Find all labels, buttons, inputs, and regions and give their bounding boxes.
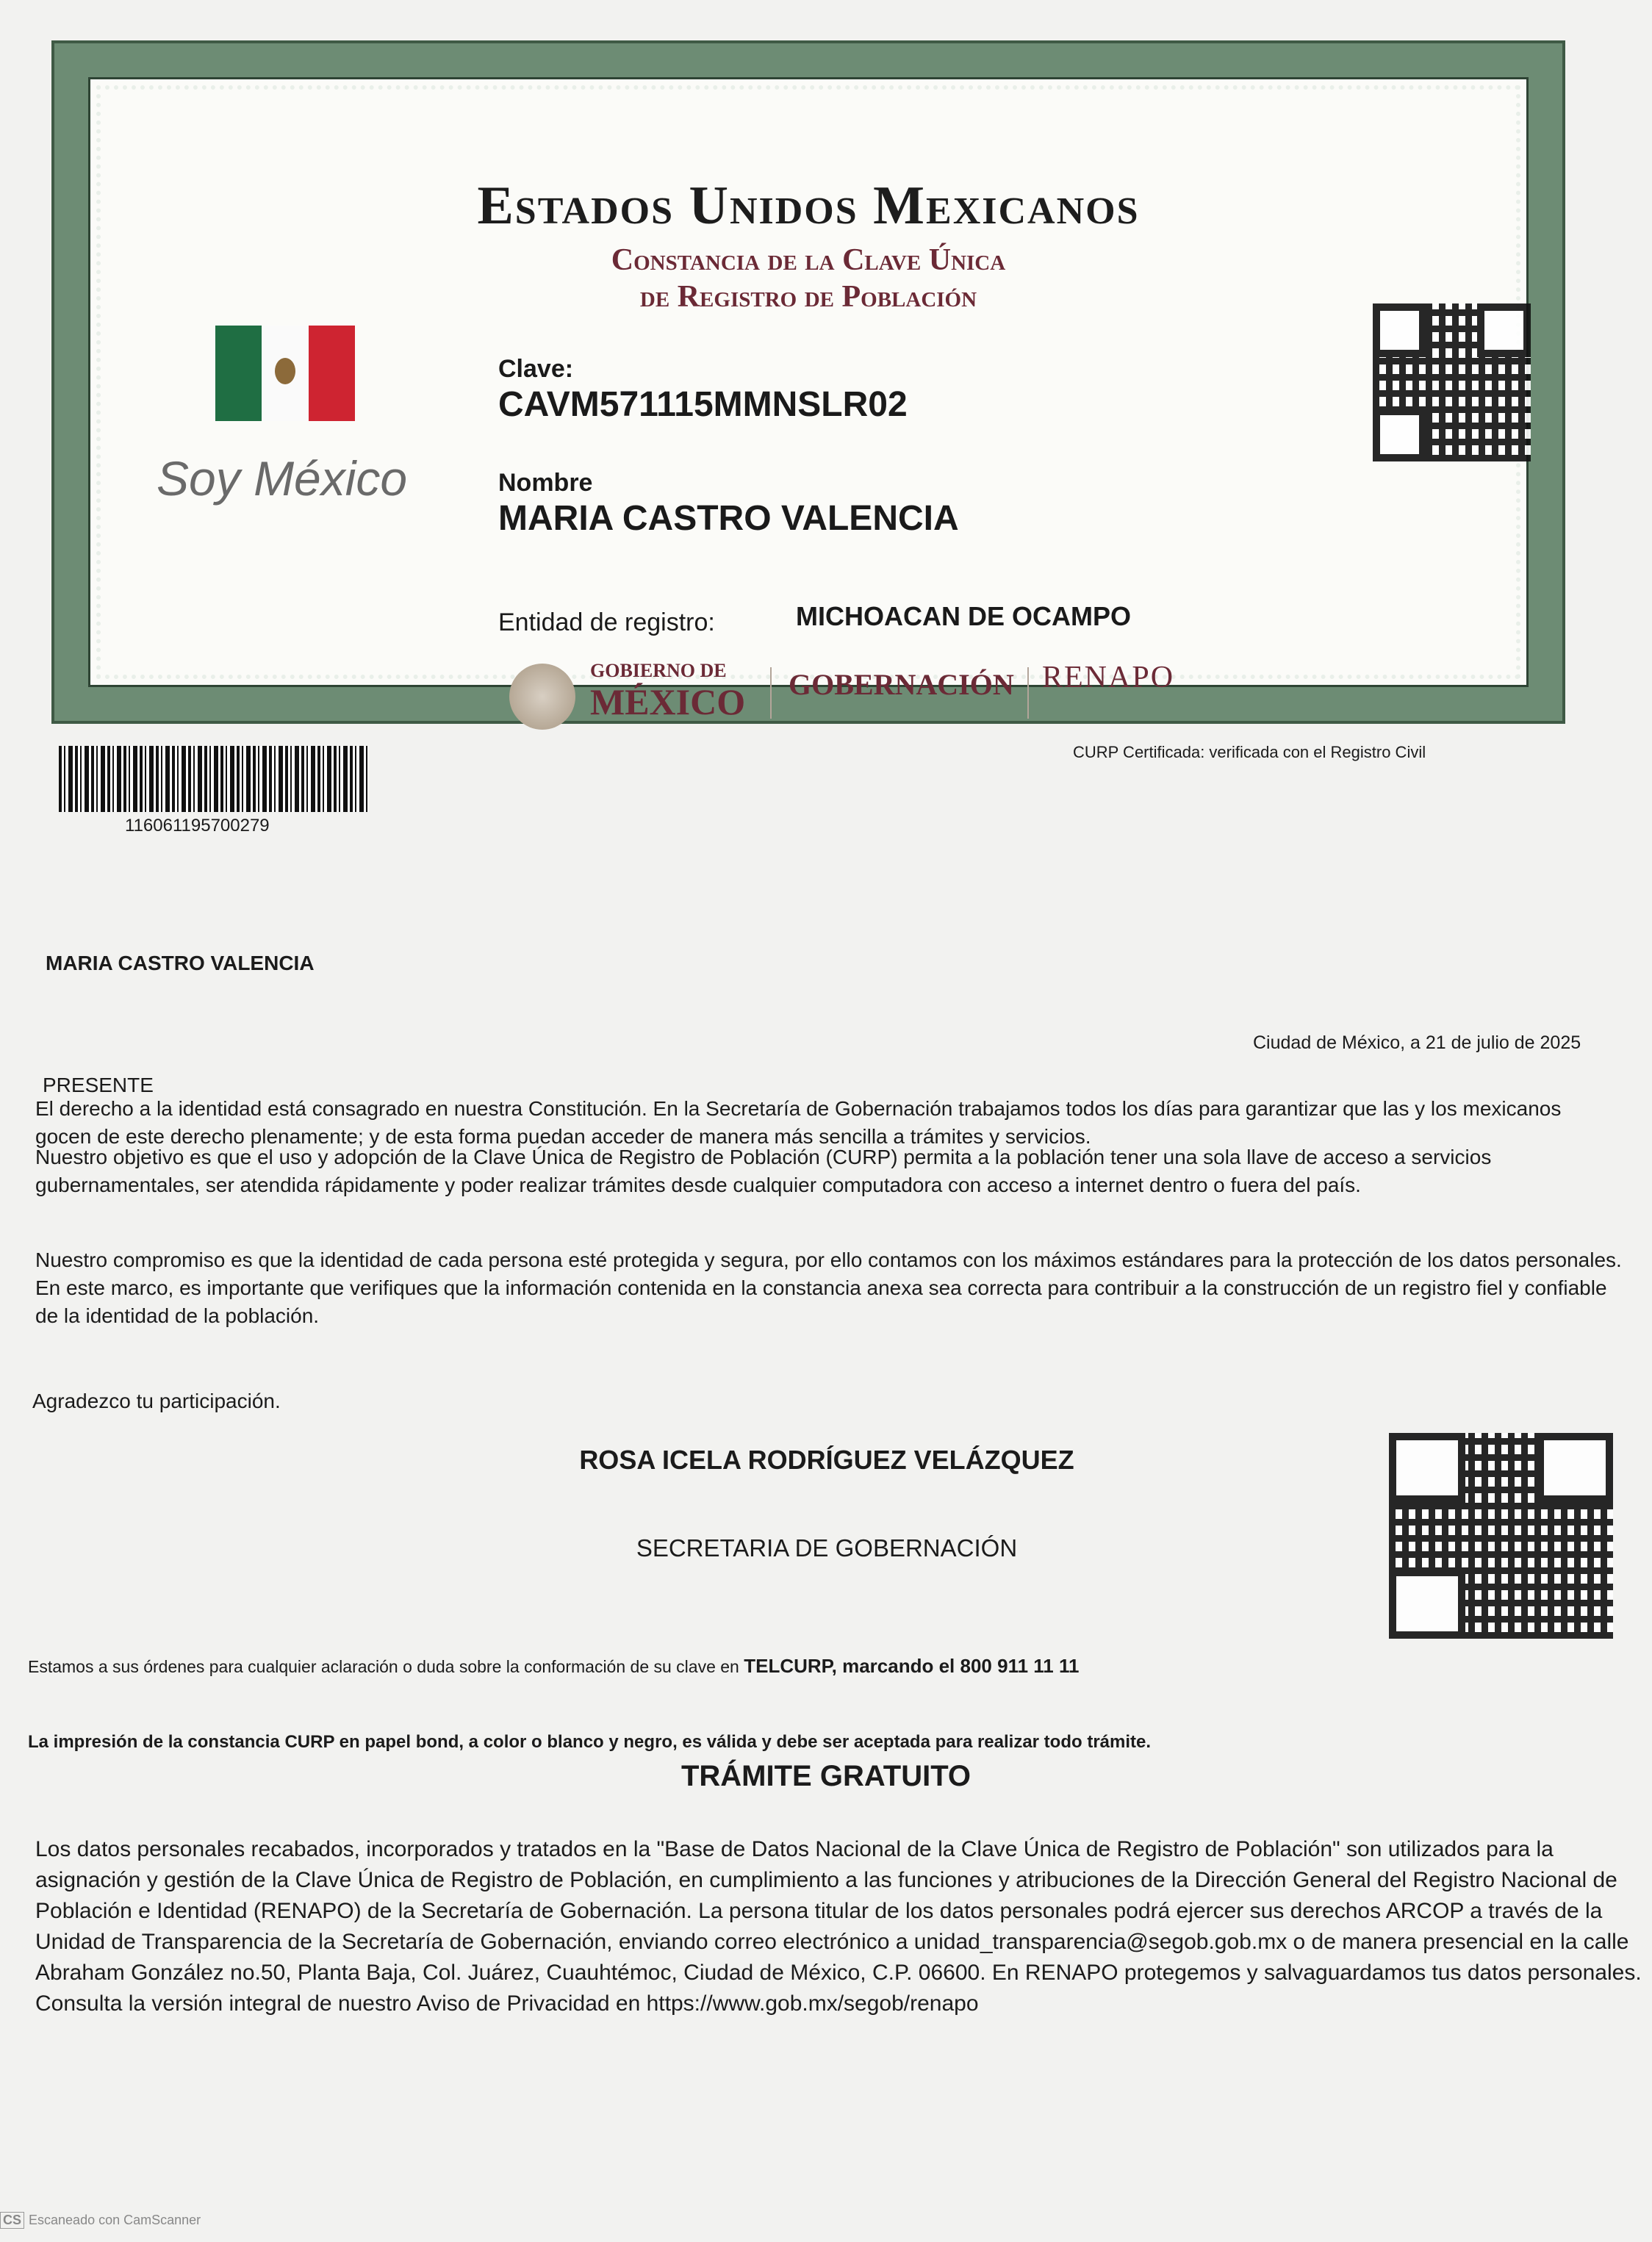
scanner-watermark [0,2212,201,2229]
curp-certificate [51,40,1565,724]
greeting: PRESENTE [43,1074,154,1096]
certificate-panel [88,77,1529,722]
slogan: Soy México [157,451,408,506]
entidad-label: Entidad de registro: [498,608,715,636]
telcurp-prefix: Estamos a sus órdenes para cualquier aclaración o duda sobre la conformación de su clave en [28,1657,744,1676]
telcurp-note [28,1652,1615,1681]
mexico-flag-icon [215,326,355,421]
logo-separator [1027,667,1029,719]
paragraph-2: Nuestro objetivo es que el uso y adopción de la Clave Única de Registro de Población (CURP) permita a la población tener una sola llave de acceso a servicios gubernamentales, ser atendida rápidamente y poder realizar trámites desde cualquier computadora con acceso a internet dentro o fuera del país. [35,1146,1492,1196]
certificate-subtitle-2: de Registro de Población [639,280,977,314]
recipient-name: MARIA CASTRO VALENCIA [46,952,315,974]
scanner-mark: Escaneado con CamScanner [29,2213,201,2227]
logo-gobernacion: GOBERNACIÓN [789,668,1014,701]
thanks: Agradezco tu participación. [32,1390,281,1412]
nombre-label: Nombre [498,469,593,497]
place-date: Ciudad de México, a 21 de julio de 2025 [1253,1032,1581,1053]
certificate-title: Estados Unidos Mexicanos [477,176,1140,236]
nombre-value: MARIA CASTRO VALENCIA [498,499,959,538]
clave-value: CAVM571115MMNSLR02 [498,385,908,424]
signer-title: SECRETARIA DE GOBERNACIÓN [636,1534,1018,1562]
logo-gobierno-line2: MÉXICO [590,681,746,722]
coat-of-arms-icon [509,664,575,730]
barcode-number: 116061195700279 [125,816,270,836]
certificate-qr-code-icon [1373,303,1531,461]
paragraph-1 [35,1067,1623,1151]
paragraph-1-text: El derecho a la identidad está consagrado en nuestra Constitución. En la Secretaría de Gobernación trabajamos todos los días para garantizar que las y los mexicanos gocen de este derecho plenamente; y de esta forma puedan acceder de manera más sencilla a trámites y servicios. [35,1097,1562,1148]
logo-gobierno-line1: GOBIERNO DE [590,660,727,681]
clave-label: Clave: [498,355,574,383]
telcurp-number: TELCURP, marcando el 800 911 11 11 [744,1655,1080,1677]
paragraph-3: Nuestro compromiso es que la identidad de cada persona esté protegida y segura, por ello contamos con los máximos estándares para la protección de los datos personales. En este marco, es importante que verifiques que la información contenida en la constancia anexa sea correcta para contribuir a la construcción de un registro fiel y confiable de la identidad de la población. [35,1248,1622,1327]
signer-name: ROSA ICELA RODRÍGUEZ VELÁZQUEZ [579,1445,1074,1475]
free-procedure: TRÁMITE GRATUITO [680,1760,972,1792]
letter-qr-code-icon [1389,1433,1613,1639]
logo-separator [770,667,772,719]
certified-note: CURP Certificada: verificada con el Registro Civil [1073,743,1426,761]
entidad-value: MICHOACAN DE OCAMPO [796,601,1131,631]
privacy-notice: Los datos personales recabados, incorporados y tratados en la "Base de Datos Nacional de la Clave Única de Registro de Población" son utilizados para la asignación y gestión de la Clave Única de Registro de Población, en cumplimiento a las funciones y atribuciones de la Dirección General del Registro Nacional de Población e Identidad (RENAPO) de la Secretaría de Gobernación. La persona titular de los datos personales podrá ejercer sus derechos ARCOP a través de la Unidad de Transparencia de la Secretaría de Gobernación, enviando correo electrónico a unidad_transparencia@segob.gob.mx o de manera presencial en la calle Abraham González no.50, Planta Baja, Col. Juárez, Cuauhtémoc, Ciudad de México, C.P. 06600. En RENAPO protegemos y salvaguardamos tus datos personales. Consulta la versión integral de nuestro Aviso de Privacidad en https://www.gob.mx/segob/renapo [35,1837,1642,2016]
logo-renapo: RENAPO [1042,661,1175,694]
camscanner-logo-icon: CS [0,2212,24,2229]
certificate-subtitle-1: Constancia de la Clave Única [611,243,1006,277]
validity-note: La impresión de la constancia CURP en papel bond, a color o blanco y negro, es válida y debe ser aceptada para realizar todo trámite. [28,1732,1152,1752]
barcode-icon [59,746,367,812]
